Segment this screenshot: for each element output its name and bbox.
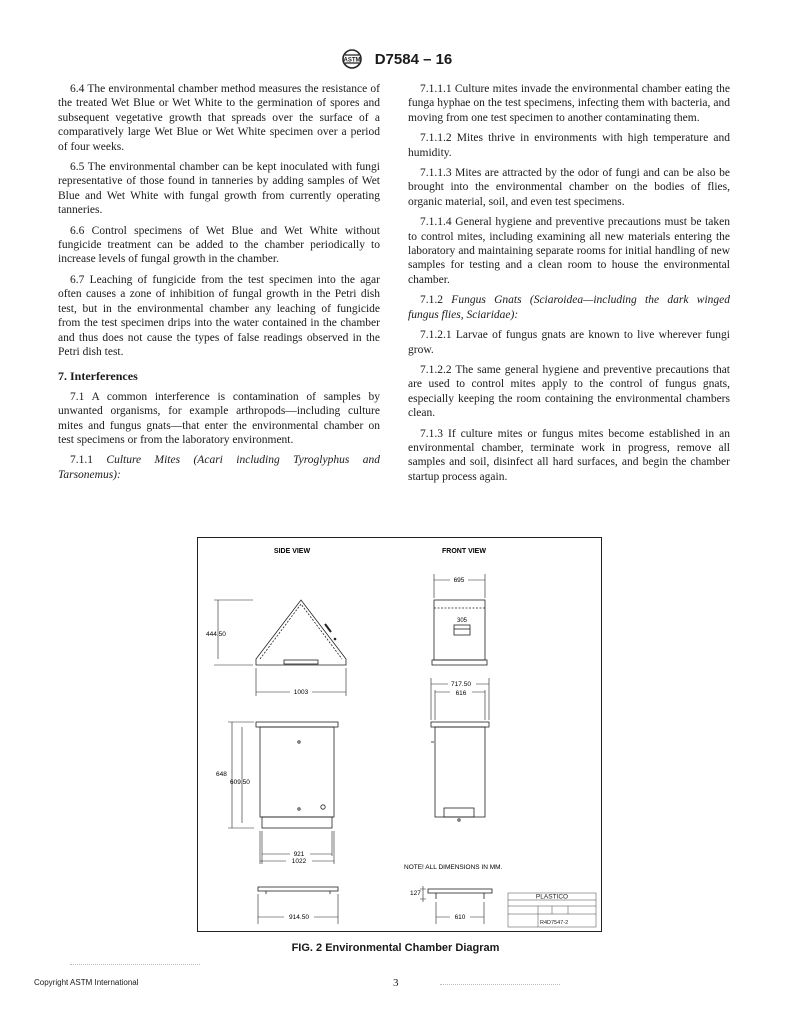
side-view-top — [256, 600, 346, 665]
front-view-bottom — [431, 722, 489, 821]
paragraph — [408, 293, 730, 322]
paragraph: 6.5 The environmental chamber can be kept inoculated with fungi representative of those found in tanneries by adding samples of Wet Blue and Wet White with fungal growth from currently operating tanneries. — [58, 161, 380, 217]
paragraph: 7.1.1.3 Mites are attracted by the odor of fungi and can be also be brought into the environmental chamber on the bodies of flies, organic material, soil, and even test specimens. — [408, 167, 730, 208]
dim-610-label: 610 — [454, 914, 466, 921]
dim-1022-label: 1022 — [291, 858, 307, 865]
dim-305-label: 305 — [456, 618, 468, 624]
front-view-label: FRONT VIEW — [442, 548, 486, 555]
front-view-top — [432, 600, 487, 665]
paragraph: 7.1.3 If culture mites or fungus mites become established in an environmental chamber, terminate work in progress, remove all samples and soil, disinfect all hard surfaces, and begin the chamber startup process again. — [408, 427, 730, 483]
side-view-label: SIDE VIEW — [273, 548, 311, 555]
dim-1003-label: 1003 — [293, 689, 309, 696]
section-heading: 7. Interferences — [58, 369, 138, 384]
paragraph: 6.6 Control specimens of Wet Blue and Wet White without fungicide treatment can be added to the chamber periodically to increase levels of fungal growth in the chamber. — [58, 224, 380, 266]
astm-logo — [339, 48, 365, 70]
paragraph: 6.4 The environmental chamber method measures the resistance of the treated Wet Blue or Wet White to the germination of spores and subsequent vegetative growth that spreads over the surface of a comparatively large Wet Blue or Wet White specimen over a period of four weeks. — [58, 83, 380, 153]
dim-444-label: 444.50 — [206, 631, 226, 638]
svg-text:ASTM: ASTM — [343, 57, 361, 64]
dimensions-note: NOTE! ALL DIMENSIONS IN MM. — [404, 864, 503, 871]
dim-127-label: 127 — [410, 890, 421, 897]
dim-609-label: 609.50 — [230, 779, 250, 786]
figure-caption: FIG. 2 Environmental Chamber Diagram — [291, 942, 500, 954]
paragraph — [58, 453, 380, 482]
page-header — [0, 48, 791, 70]
dim-921-label: 921 — [293, 851, 305, 858]
dim-648-label: 648 — [216, 771, 227, 778]
left-text-column — [58, 82, 380, 488]
paragraph-number: 7.1.1 — [70, 454, 93, 467]
page-number: 3 — [393, 977, 399, 989]
paragraph: 7.1.2.1 Larvae of fungus gnats are known to live wherever fungi grow. — [408, 329, 730, 356]
figure-2-diagram — [197, 537, 602, 932]
scan-artifact — [440, 984, 560, 987]
paragraph: 7.1.1.4 General hygiene and preventive precautions must be taken to control mites, including examining all new materials entering the laboratory and maintaining separate rooms for initial handling of new samples for testing and a clean room to house the environmental chamber. — [408, 216, 730, 286]
front-view-base — [428, 889, 492, 899]
dim-717-label: 717.50 — [451, 681, 471, 688]
paragraph: 7.1.1.1 Culture mites invade the environmental chamber eating the funga hyphae on the test specimens, infecting them with bacteria, and moving from one test specimen to another contaminating them. — [408, 83, 730, 124]
chamber-drawing — [198, 538, 601, 931]
paragraph-italic-text: Fungus Gnats (Sciaroidea—including the dark winged fungus flies, Sciaridae): — [408, 294, 730, 321]
dim-616-label: 616 — [455, 690, 467, 697]
paragraph-italic-text: Culture Mites (Acari including Tyroglyphus and Tarsonemus): — [58, 454, 380, 481]
paragraph: 7.1.2.2 The same general hygiene and preventive precautions that are used to control mites apply to the control of fungus gnats, especially keeping the room containing the environmental chambers clean. — [408, 363, 730, 420]
dim-695-label: 695 — [453, 577, 465, 584]
side-view-bottom — [256, 722, 338, 828]
title-block-number: R4D7547-2 — [540, 920, 569, 926]
dim-127 — [420, 886, 426, 902]
paragraph: 7.1.1.2 Mites thrive in environments with high temperature and humidity. — [408, 132, 730, 159]
dim-914-label: 914.50 — [289, 914, 309, 921]
paragraph: 7.1 A common interference is contamination of samples by unwanted organisms, for example arthropods—including culture mites and fungus gnats—that enter the environmental chamber on test specimens or from the laboratory environment. — [58, 390, 380, 446]
standard-designation: D7584 – 16 — [374, 50, 453, 68]
copyright-notice: Copyright ASTM International — [34, 978, 139, 987]
dim-648 — [228, 722, 254, 828]
scan-artifact — [70, 964, 200, 967]
paragraph: 6.7 Leaching of fungicide from the test specimen into the agar often causes a zone of inhibition of fungal growth in the Petri dish test, but in the environmental chamber any leaching of fungicide from the test specimen drips into the water contained in the chamber and thus does not cause the types of false readings observed in the Petri dish test. — [58, 273, 380, 358]
title-block-company: PLASTICO — [535, 893, 569, 901]
right-text-column — [408, 82, 730, 490]
paragraph-number: 7.1.2 — [420, 294, 443, 307]
side-view-base — [258, 887, 338, 894]
